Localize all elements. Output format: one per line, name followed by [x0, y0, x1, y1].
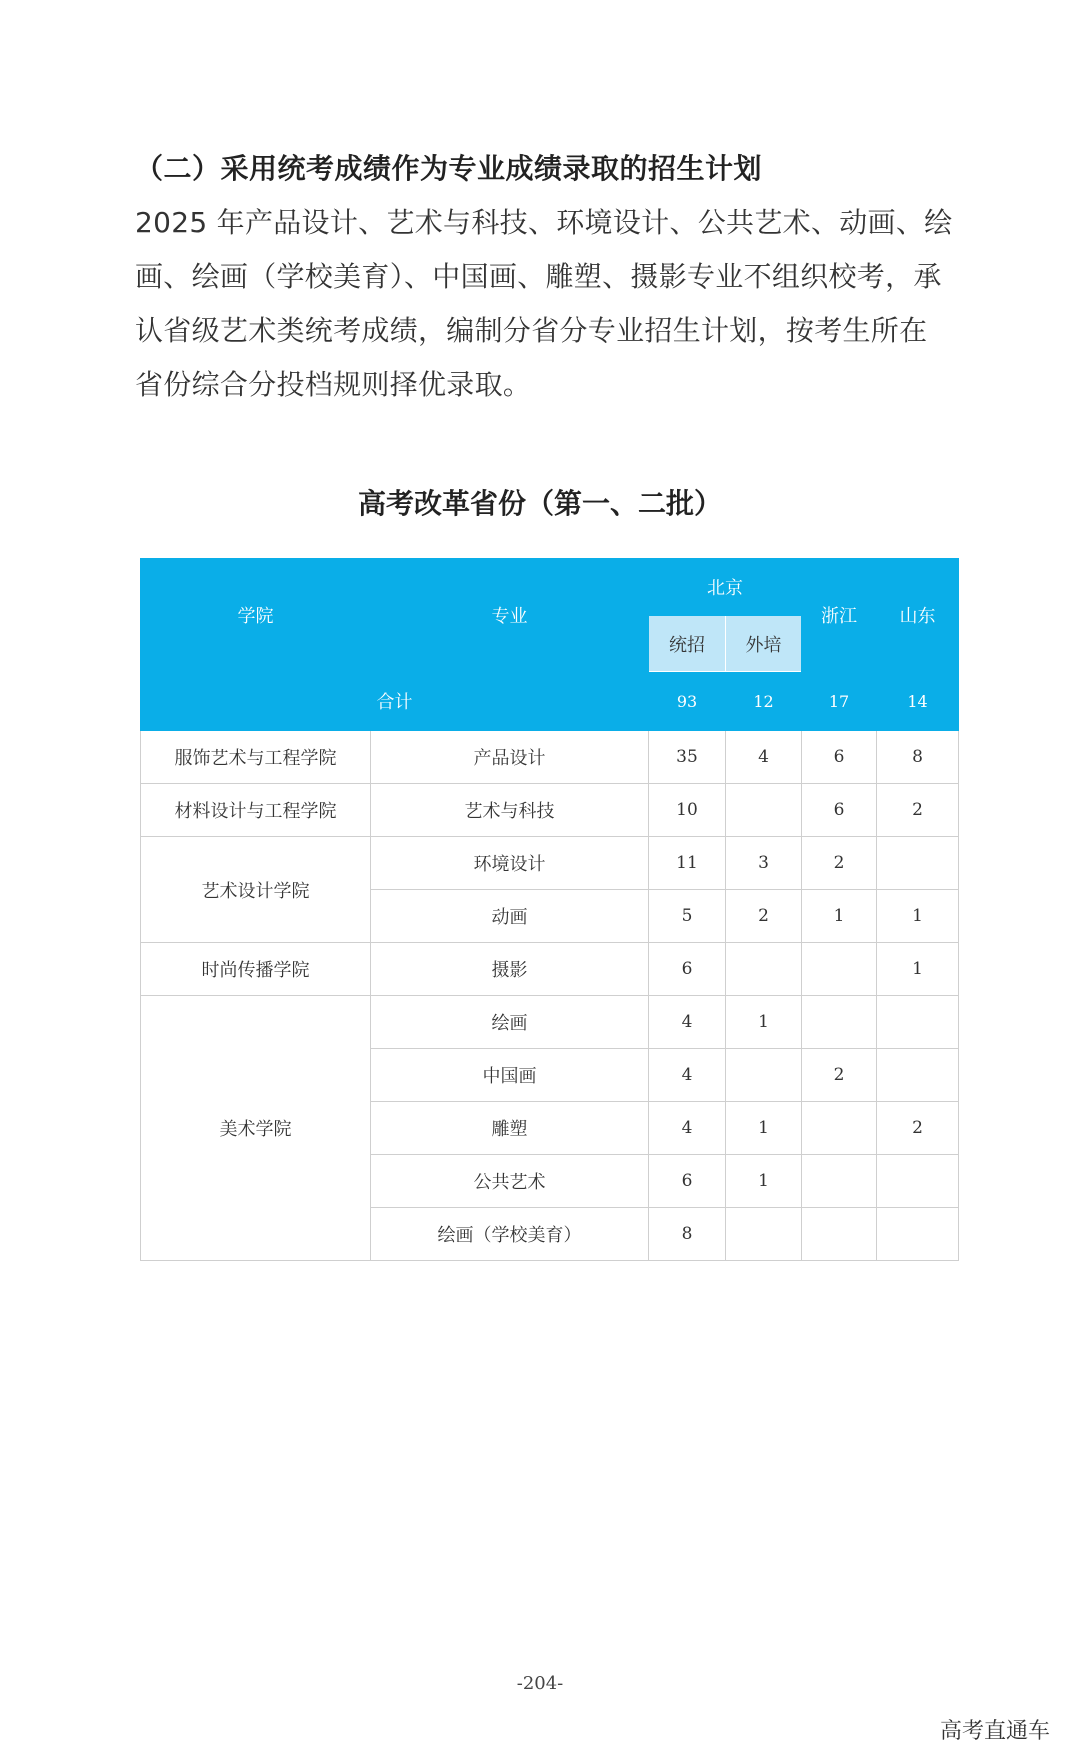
college-cell: 艺术设计学院 — [141, 837, 371, 943]
major-cell: 公共艺术 — [371, 1155, 649, 1208]
quota-shandong-cell: 1 — [877, 943, 959, 996]
header-beijing: 北京 — [649, 559, 802, 616]
major-cell: 艺术与科技 — [371, 784, 649, 837]
quota-bj-tongzhao-cell: 6 — [649, 1155, 726, 1208]
quota-shandong-cell: 1 — [877, 890, 959, 943]
quota-shandong-cell — [877, 837, 959, 890]
total-bj-tongzhao: 93 — [649, 672, 726, 731]
table-row — [141, 996, 959, 1049]
table-row — [141, 837, 959, 890]
header-college: 学院 — [141, 559, 371, 672]
quota-bj-waipei-cell: 1 — [726, 996, 802, 1049]
quota-bj-waipei-cell: 1 — [726, 1155, 802, 1208]
header-zhejiang: 浙江 — [802, 559, 877, 672]
quota-bj-waipei-cell — [726, 1208, 802, 1261]
quota-bj-tongzhao-cell: 4 — [649, 1102, 726, 1155]
quota-bj-waipei-cell: 2 — [726, 890, 802, 943]
quota-shandong-cell — [877, 1208, 959, 1261]
quota-bj-tongzhao-cell: 10 — [649, 784, 726, 837]
quota-zhejiang-cell — [802, 996, 877, 1049]
section-title: （二）采用统考成绩作为专业成绩录取的招生计划 — [135, 152, 763, 185]
quota-bj-tongzhao-cell: 4 — [649, 996, 726, 1049]
quota-zhejiang-cell: 6 — [802, 784, 877, 837]
quota-bj-tongzhao-cell: 8 — [649, 1208, 726, 1261]
quota-shandong-cell: 2 — [877, 784, 959, 837]
header-beijing-waipei: 外培 — [726, 616, 802, 672]
table-row — [141, 784, 959, 837]
table-body — [141, 672, 959, 1261]
quota-shandong-cell: 8 — [877, 731, 959, 784]
header-major: 专业 — [371, 559, 649, 672]
quota-zhejiang-cell — [802, 1155, 877, 1208]
major-cell: 绘画 — [371, 996, 649, 1049]
total-bj-waipei: 12 — [726, 672, 802, 731]
major-cell: 绘画（学校美育） — [371, 1208, 649, 1261]
watermark-text: 高考直通车 — [939, 1719, 1050, 1744]
quota-bj-waipei-cell — [726, 943, 802, 996]
major-cell: 产品设计 — [371, 731, 649, 784]
table-row — [141, 943, 959, 996]
quota-zhejiang-cell: 6 — [802, 731, 877, 784]
quota-bj-tongzhao-cell: 35 — [649, 731, 726, 784]
total-zhejiang: 17 — [802, 672, 877, 731]
quota-shandong-cell — [877, 996, 959, 1049]
total-label: 合计 — [141, 672, 649, 731]
header-shandong: 山东 — [877, 559, 959, 672]
header-beijing-tongzhao: 统招 — [649, 616, 726, 672]
major-cell: 环境设计 — [371, 837, 649, 890]
major-cell: 中国画 — [371, 1049, 649, 1102]
quota-bj-tongzhao-cell: 11 — [649, 837, 726, 890]
total-row — [141, 672, 959, 731]
table-title: 高考改革省份（第一、二批） — [357, 487, 722, 520]
table-row — [141, 731, 959, 784]
college-cell: 材料设计与工程学院 — [141, 784, 371, 837]
quota-bj-tongzhao-cell: 6 — [649, 943, 726, 996]
major-cell: 动画 — [371, 890, 649, 943]
quota-bj-waipei-cell: 3 — [726, 837, 802, 890]
college-cell: 时尚传播学院 — [141, 943, 371, 996]
enrollment-plan-table — [140, 558, 959, 1261]
total-shandong: 14 — [877, 672, 959, 731]
page-number: -204- — [516, 1673, 564, 1694]
quota-shandong-cell — [877, 1049, 959, 1102]
quota-bj-waipei-cell — [726, 784, 802, 837]
quota-shandong-cell — [877, 1155, 959, 1208]
quota-zhejiang-cell: 1 — [802, 890, 877, 943]
intro-paragraph: 2025 年产品设计、艺术与科技、环境设计、公共艺术、动画、绘画、绘画（学校美育）、中国画、雕塑、摄影专业不组织校考，承认省级艺术类统考成绩，编制分省分专业招生计划，按考生所在省份综合分投档规则择优录取。 — [135, 206, 953, 401]
college-cell: 服饰艺术与工程学院 — [141, 731, 371, 784]
quota-bj-tongzhao-cell: 5 — [649, 890, 726, 943]
quota-bj-waipei-cell: 1 — [726, 1102, 802, 1155]
major-cell: 摄影 — [371, 943, 649, 996]
quota-bj-waipei-cell — [726, 1049, 802, 1102]
quota-shandong-cell: 2 — [877, 1102, 959, 1155]
quota-zhejiang-cell: 2 — [802, 837, 877, 890]
quota-bj-tongzhao-cell: 4 — [649, 1049, 726, 1102]
college-cell: 美术学院 — [141, 996, 371, 1261]
quota-zhejiang-cell: 2 — [802, 1049, 877, 1102]
quota-zhejiang-cell — [802, 1102, 877, 1155]
quota-zhejiang-cell — [802, 943, 877, 996]
quota-bj-waipei-cell: 4 — [726, 731, 802, 784]
quota-zhejiang-cell — [802, 1208, 877, 1261]
major-cell: 雕塑 — [371, 1102, 649, 1155]
